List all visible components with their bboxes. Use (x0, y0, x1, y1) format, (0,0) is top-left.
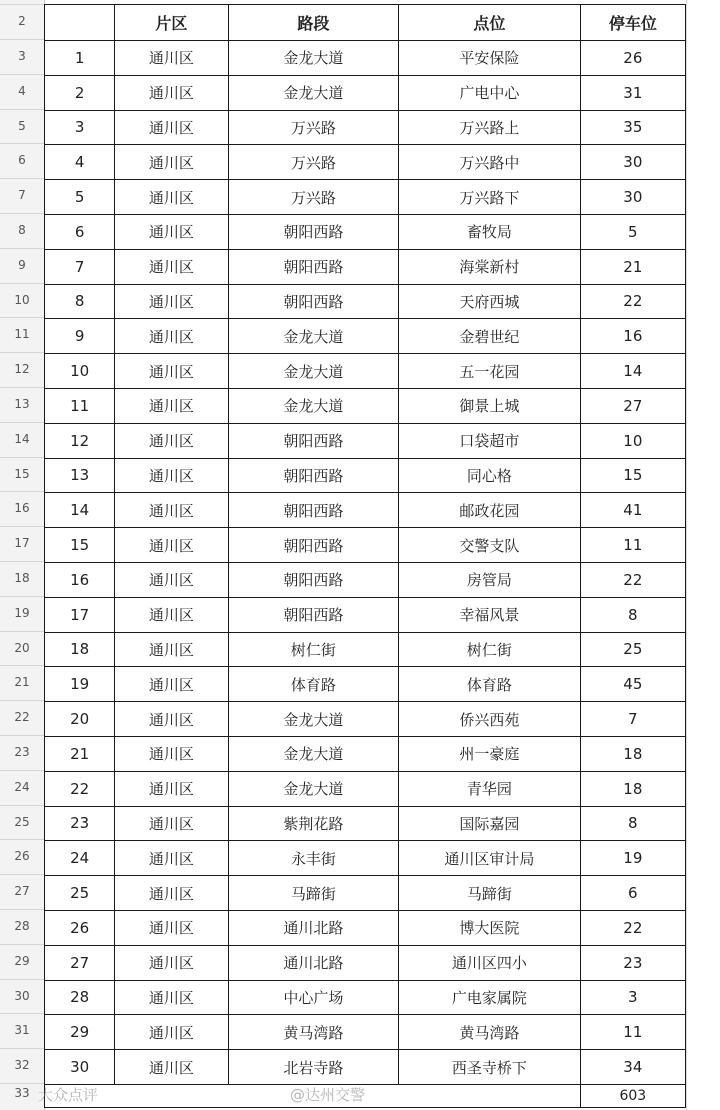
cell-district[interactable]: 通川区 (115, 423, 228, 458)
row-divider (0, 422, 44, 423)
row-number[interactable]: 10 (14, 292, 30, 307)
cell-location[interactable]: 通川区四小 (399, 945, 581, 980)
row-number[interactable]: 23 (14, 745, 30, 759)
table-row (45, 1015, 686, 1050)
cell-road[interactable]: 金龙大道 (228, 388, 399, 423)
cell-road[interactable]: 金龙大道 (228, 319, 399, 354)
cell-spaces[interactable]: 11 (580, 528, 685, 563)
cell-index[interactable]: 21 (45, 736, 115, 771)
row-number[interactable]: 19 (14, 605, 30, 620)
cell-road[interactable]: 树仁街 (228, 632, 399, 667)
cell-road[interactable]: 体育路 (228, 667, 399, 702)
cell-road[interactable]: 紫荆花路 (228, 806, 399, 841)
row-number[interactable]: 12 (14, 362, 30, 377)
table-row (45, 910, 686, 945)
header-spaces[interactable]: 停车位 (580, 5, 685, 41)
cell-spaces[interactable]: 41 (580, 493, 685, 528)
cell-spaces[interactable]: 22 (580, 562, 685, 597)
row-number[interactable]: 33 (14, 1086, 30, 1100)
row-number[interactable]: 25 (14, 814, 30, 829)
cell-location[interactable]: 马蹄街 (399, 876, 581, 911)
cell-index[interactable]: 15 (45, 528, 115, 563)
row-number[interactable]: 30 (14, 988, 30, 1003)
cell-road[interactable]: 朝阳西路 (228, 249, 399, 284)
cell-spaces[interactable]: 35 (580, 110, 685, 145)
cell-location[interactable]: 天府西城 (399, 284, 581, 319)
cell-district[interactable]: 通川区 (115, 214, 228, 249)
row-divider (0, 491, 44, 492)
cell-road[interactable]: 万兴路 (228, 180, 399, 215)
table-row (45, 423, 686, 458)
table-row (45, 214, 686, 249)
cell-index[interactable]: 2 (45, 75, 115, 110)
cell-index[interactable]: 17 (45, 597, 115, 632)
cell-district[interactable]: 通川区 (115, 945, 228, 980)
cell-spaces[interactable]: 8 (580, 597, 685, 632)
cell-index[interactable]: 23 (45, 806, 115, 841)
row-divider (0, 805, 44, 806)
cell-district[interactable]: 通川区 (115, 319, 228, 354)
cell-index[interactable]: 1 (45, 41, 115, 76)
table-row (45, 528, 686, 563)
cell-location[interactable]: 金碧世纪 (399, 319, 581, 354)
header-location[interactable]: 点位 (399, 5, 581, 41)
table-row (45, 736, 686, 771)
cell-district[interactable]: 通川区 (115, 806, 228, 841)
cell-district[interactable]: 通川区 (115, 667, 228, 702)
cell-spaces[interactable]: 25 (580, 632, 685, 667)
cell-district[interactable]: 通川区 (115, 528, 228, 563)
table-row (45, 702, 686, 737)
row-divider (0, 317, 44, 318)
cell-spaces[interactable]: 8 (580, 806, 685, 841)
row-number[interactable]: 18 (14, 571, 30, 585)
row-divider (0, 665, 44, 666)
cell-spaces[interactable]: 45 (580, 667, 685, 702)
row-divider (0, 143, 44, 144)
cell-location[interactable]: 交警支队 (399, 528, 581, 563)
cell-district[interactable]: 通川区 (115, 388, 228, 423)
row-divider (0, 700, 44, 701)
row-divider (0, 4, 44, 5)
cell-district[interactable]: 通川区 (115, 249, 228, 284)
cell-location[interactable]: 体育路 (399, 667, 581, 702)
cell-road[interactable]: 万兴路 (228, 145, 399, 180)
row-divider (0, 735, 44, 736)
row-number[interactable]: 32 (14, 1058, 30, 1073)
row-divider (0, 770, 44, 771)
row-number[interactable]: 7 (18, 188, 26, 203)
cell-spaces[interactable]: 22 (580, 910, 685, 945)
cell-location[interactable]: 邮政花园 (399, 493, 581, 528)
cell-index[interactable]: 26 (45, 910, 115, 945)
table-row (45, 145, 686, 180)
cell-spaces[interactable]: 16 (580, 319, 685, 354)
cell-spaces[interactable]: 10 (580, 423, 685, 458)
cell-location[interactable]: 万兴路下 (399, 180, 581, 215)
cell-location[interactable]: 海棠新村 (399, 249, 581, 284)
cell-spaces[interactable]: 7 (580, 702, 685, 737)
cell-location[interactable]: 广电中心 (399, 75, 581, 110)
row-divider (0, 39, 44, 40)
cell-district[interactable]: 通川区 (115, 980, 228, 1015)
cell-index[interactable]: 4 (45, 145, 115, 180)
table-row (45, 980, 686, 1015)
total-value[interactable]: 603 (580, 1084, 685, 1107)
row-divider (0, 1083, 44, 1084)
cell-road[interactable]: 朝阳西路 (228, 562, 399, 597)
cell-district[interactable]: 通川区 (115, 458, 228, 493)
cell-district[interactable]: 通川区 (115, 841, 228, 876)
cell-index[interactable]: 7 (45, 249, 115, 284)
cell-index[interactable]: 29 (45, 1015, 115, 1050)
cell-location[interactable]: 万兴路上 (399, 110, 581, 145)
cell-district[interactable]: 通川区 (115, 354, 228, 389)
row-number[interactable]: 2 (18, 14, 26, 28)
cell-location[interactable]: 通川区审计局 (399, 841, 581, 876)
table-row (45, 75, 686, 110)
cell-road[interactable]: 朝阳西路 (228, 493, 399, 528)
table-row (45, 284, 686, 319)
table-row (45, 876, 686, 911)
cell-index[interactable]: 12 (45, 423, 115, 458)
table-row (45, 493, 686, 528)
cell-spaces[interactable]: 18 (580, 771, 685, 806)
cell-location[interactable]: 博大医院 (399, 910, 581, 945)
cell-district[interactable]: 通川区 (115, 876, 228, 911)
cell-index[interactable]: 5 (45, 180, 115, 215)
header-row (45, 5, 686, 41)
cell-district[interactable]: 通川区 (115, 284, 228, 319)
row-divider (0, 874, 44, 875)
cell-road[interactable]: 黄马湾路 (228, 1015, 399, 1050)
table-row (45, 180, 686, 215)
row-divider (0, 283, 44, 284)
cell-index[interactable]: 30 (45, 1050, 115, 1085)
row-divider (0, 979, 44, 980)
cell-spaces[interactable]: 34 (580, 1050, 685, 1085)
row-divider (0, 178, 44, 179)
cell-index[interactable]: 6 (45, 214, 115, 249)
cell-district[interactable]: 通川区 (115, 632, 228, 667)
row-number[interactable]: 20 (14, 640, 30, 655)
cell-road[interactable]: 北岩寺路 (228, 1050, 399, 1085)
cell-spaces[interactable]: 22 (580, 284, 685, 319)
cell-road[interactable]: 金龙大道 (228, 702, 399, 737)
cell-location[interactable]: 黄马湾路 (399, 1015, 581, 1050)
cell-location[interactable]: 州一豪庭 (399, 736, 581, 771)
row-number[interactable]: 6 (18, 153, 26, 168)
cell-spaces[interactable]: 27 (580, 388, 685, 423)
cell-spaces[interactable]: 15 (580, 458, 685, 493)
cell-district[interactable]: 通川区 (115, 702, 228, 737)
cell-index[interactable]: 28 (45, 980, 115, 1015)
cell-district[interactable]: 通川区 (115, 1050, 228, 1085)
header-district[interactable]: 片区 (115, 5, 228, 41)
row-divider (0, 631, 44, 632)
row-divider (0, 352, 44, 353)
cell-district[interactable]: 通川区 (115, 145, 228, 180)
cell-location[interactable]: 五一花园 (399, 354, 581, 389)
row-number[interactable]: 16 (14, 501, 30, 516)
header-index[interactable] (45, 5, 115, 41)
cell-index[interactable]: 8 (45, 284, 115, 319)
row-number[interactable]: 29 (14, 953, 30, 968)
cell-index[interactable]: 9 (45, 319, 115, 354)
row-number[interactable]: 8 (18, 223, 26, 237)
cell-road[interactable]: 金龙大道 (228, 771, 399, 806)
cell-road[interactable]: 朝阳西路 (228, 528, 399, 563)
cell-road[interactable]: 朝阳西路 (228, 597, 399, 632)
row-divider (0, 387, 44, 388)
cell-location[interactable]: 畜牧局 (399, 214, 581, 249)
cell-district[interactable]: 通川区 (115, 736, 228, 771)
row-number[interactable]: 3 (18, 49, 26, 63)
cell-road[interactable]: 金龙大道 (228, 736, 399, 771)
cell-spaces[interactable]: 30 (580, 180, 685, 215)
cell-location[interactable]: 侨兴西苑 (399, 702, 581, 737)
cell-spaces[interactable]: 6 (580, 876, 685, 911)
cell-index[interactable]: 20 (45, 702, 115, 737)
parking-table (44, 4, 686, 1108)
row-number[interactable]: 31 (14, 1023, 30, 1038)
cell-district[interactable]: 通川区 (115, 562, 228, 597)
cell-district[interactable]: 通川区 (115, 597, 228, 632)
cell-spaces[interactable]: 18 (580, 736, 685, 771)
cell-index[interactable]: 19 (45, 667, 115, 702)
cell-district[interactable]: 通川区 (115, 771, 228, 806)
row-divider (0, 526, 44, 527)
cell-spaces[interactable]: 21 (580, 249, 685, 284)
table-row (45, 110, 686, 145)
cell-location[interactable]: 平安保险 (399, 41, 581, 76)
cell-district[interactable]: 通川区 (115, 110, 228, 145)
cell-location[interactable]: 幸福风景 (399, 597, 581, 632)
row-number[interactable]: 24 (14, 779, 30, 794)
row-number[interactable]: 11 (14, 327, 30, 342)
cell-road[interactable]: 朝阳西路 (228, 423, 399, 458)
cell-spaces[interactable]: 31 (580, 75, 685, 110)
row-divider (0, 1013, 44, 1014)
cell-location[interactable]: 御景上城 (399, 388, 581, 423)
cell-index[interactable]: 18 (45, 632, 115, 667)
cell-road[interactable]: 朝阳西路 (228, 458, 399, 493)
row-number[interactable]: 4 (18, 83, 26, 98)
cell-location[interactable]: 国际嘉园 (399, 806, 581, 841)
table-row (45, 562, 686, 597)
table-row (45, 841, 686, 876)
table-row (45, 667, 686, 702)
grid-right-edge (686, 0, 687, 1110)
total-row (45, 1084, 686, 1107)
row-number[interactable]: 9 (18, 257, 26, 272)
cell-spaces[interactable]: 23 (580, 945, 685, 980)
cell-index[interactable]: 16 (45, 562, 115, 597)
cell-road[interactable]: 马蹄街 (228, 876, 399, 911)
row-number[interactable]: 14 (14, 431, 30, 446)
cell-location[interactable]: 青华园 (399, 771, 581, 806)
total-label[interactable] (45, 1084, 581, 1107)
cell-district[interactable]: 通川区 (115, 41, 228, 76)
cell-road[interactable]: 金龙大道 (228, 41, 399, 76)
cell-spaces[interactable]: 5 (580, 214, 685, 249)
cell-location[interactable]: 同心格 (399, 458, 581, 493)
cell-district[interactable]: 通川区 (115, 493, 228, 528)
cell-location[interactable]: 房管局 (399, 562, 581, 597)
row-number[interactable]: 27 (14, 884, 30, 899)
cell-road[interactable]: 永丰街 (228, 841, 399, 876)
cell-index[interactable]: 25 (45, 876, 115, 911)
row-divider (0, 839, 44, 840)
row-divider (0, 213, 44, 214)
row-divider (0, 1048, 44, 1049)
cell-road[interactable]: 朝阳西路 (228, 214, 399, 249)
table-row (45, 945, 686, 980)
row-divider (0, 248, 44, 249)
row-divider (0, 944, 44, 945)
row-number[interactable]: 28 (14, 919, 30, 933)
cell-spaces[interactable]: 11 (580, 1015, 685, 1050)
cell-index[interactable]: 24 (45, 841, 115, 876)
cell-district[interactable]: 通川区 (115, 180, 228, 215)
cell-index[interactable]: 13 (45, 458, 115, 493)
cell-road[interactable]: 朝阳西路 (228, 284, 399, 319)
cell-spaces[interactable]: 19 (580, 841, 685, 876)
cell-index[interactable]: 22 (45, 771, 115, 806)
row-divider (0, 561, 44, 562)
table-row (45, 319, 686, 354)
row-number[interactable]: 15 (14, 466, 30, 481)
row-divider (0, 909, 44, 910)
cell-location[interactable]: 树仁街 (399, 632, 581, 667)
cell-district[interactable]: 通川区 (115, 75, 228, 110)
table-row (45, 1050, 686, 1085)
cell-location[interactable]: 口袋超市 (399, 423, 581, 458)
cell-spaces[interactable]: 30 (580, 145, 685, 180)
cell-road[interactable]: 通川北路 (228, 945, 399, 980)
row-number[interactable]: 17 (14, 536, 30, 551)
cell-road[interactable]: 万兴路 (228, 110, 399, 145)
cell-spaces[interactable]: 3 (580, 980, 685, 1015)
cell-index[interactable]: 11 (45, 388, 115, 423)
cell-district[interactable]: 通川区 (115, 1015, 228, 1050)
row-divider (0, 74, 44, 75)
table-row (45, 632, 686, 667)
cell-index[interactable]: 10 (45, 354, 115, 389)
cell-location[interactable]: 广电家属院 (399, 980, 581, 1015)
cell-road[interactable]: 金龙大道 (228, 354, 399, 389)
row-number[interactable]: 22 (14, 710, 30, 725)
row-number[interactable]: 13 (14, 397, 30, 411)
table-row (45, 806, 686, 841)
cell-road[interactable]: 金龙大道 (228, 75, 399, 110)
cell-index[interactable]: 3 (45, 110, 115, 145)
cell-location[interactable]: 西圣寺桥下 (399, 1050, 581, 1085)
table-row (45, 458, 686, 493)
cell-road[interactable]: 通川北路 (228, 910, 399, 945)
row-number[interactable]: 26 (14, 849, 30, 864)
table-row (45, 597, 686, 632)
row-number[interactable]: 21 (14, 675, 30, 690)
cell-spaces[interactable]: 26 (580, 41, 685, 76)
row-number[interactable]: 5 (18, 118, 26, 133)
cell-index[interactable]: 27 (45, 945, 115, 980)
table-row (45, 41, 686, 76)
table-row (45, 354, 686, 389)
header-road[interactable]: 路段 (228, 5, 399, 41)
cell-road[interactable]: 中心广场 (228, 980, 399, 1015)
watermark-left: 大众点评 (38, 1086, 99, 1104)
cell-location[interactable]: 万兴路中 (399, 145, 581, 180)
table-row (45, 771, 686, 806)
row-divider (0, 109, 44, 110)
cell-index[interactable]: 14 (45, 493, 115, 528)
row-divider (0, 596, 44, 597)
cell-spaces[interactable]: 14 (580, 354, 685, 389)
watermark-center: @达州交警 (290, 1086, 366, 1104)
table-row (45, 388, 686, 423)
row-divider (0, 457, 44, 458)
table-row (45, 249, 686, 284)
cell-district[interactable]: 通川区 (115, 910, 228, 945)
